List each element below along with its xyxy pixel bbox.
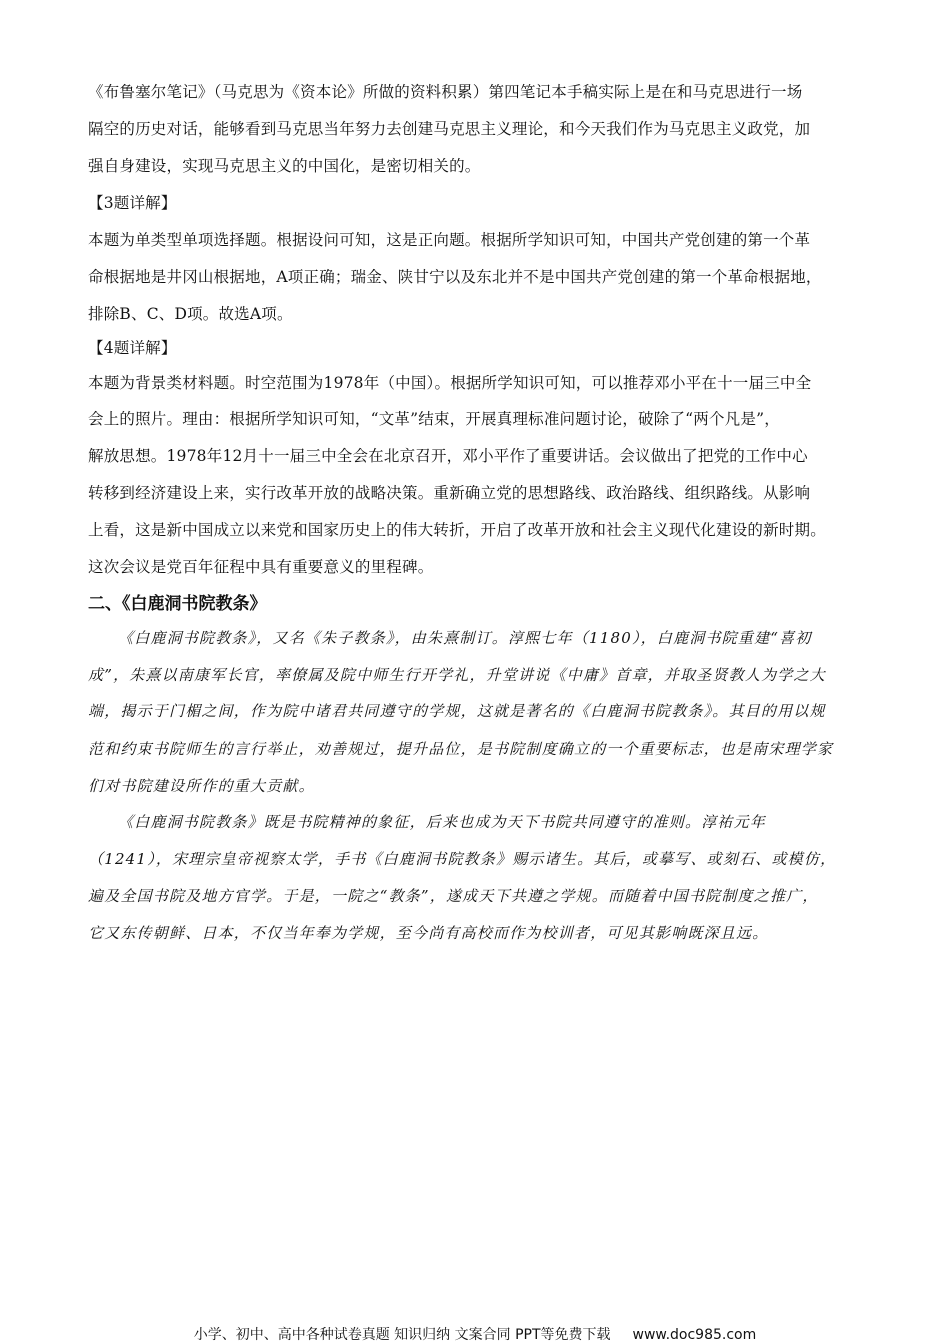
passage-line: 遍及全国书院及地方官学。于是，一院之“教条”，遂成天下共遵之学规。而随着中国书院制度之推广，	[88, 887, 819, 905]
passage-line: 《白鹿洞书院教条》既是书院精神的象征，后来也成为天下书院共同遵守的准则。淳祐元年	[118, 813, 767, 831]
passage-line: 们对书院建设所作的重大贡献。	[88, 777, 315, 795]
question-3-heading: 【3题详解】	[88, 194, 177, 212]
passage-line: 《白鹿洞书院教条》，又名《朱子教条》，由朱熹制订。淳熙七年（1180），白鹿洞书院重建“喜初	[118, 629, 812, 647]
passage-line: 范和约束书院师生的言行举止，劝善规过，提升品位，是书院制度确立的一个重要标志，也是南宋理学家	[88, 740, 834, 758]
passage-line: 它又东传朝鲜、日本，不仅当年奉为学规，至今尚有高校而作为校训者，可见其影响既深且远。	[88, 924, 769, 942]
footer-text: 小学、初中、高中各种试卷真题 知识归纳 文案合同 PPT等免费下载	[193, 1327, 611, 1343]
paragraph-line: 命根据地是井冈山根据地，A项正确；瑞金、陕甘宁以及东北并不是中国共产党创建的第一个革命根据地，	[88, 268, 822, 286]
passage-line: 成”，朱熹以南康军长官，率僚属及院中师生行开学礼，升堂讲说《中庸》首章，并取圣贤教人为学之大	[88, 666, 826, 684]
footer-url-link[interactable]: www.doc985.com	[632, 1327, 757, 1343]
paragraph-line: 本题为背景类材料题。时空范围为1978年（中国）。根据所学知识可知，可以推荐邓小平在十一届三中全	[88, 374, 812, 392]
page-footer	[0, 1324, 950, 1344]
paragraph-line: 解放思想。1978年12月十一届三中全会在北京召开，邓小平作了重要讲话。会议做出了把党的工作中心	[88, 447, 808, 465]
paragraph-line: 上看，这是新中国成立以来党和国家历史上的伟大转折，开启了改革开放和社会主义现代化建设的新时期。	[88, 521, 826, 539]
paragraph-line: 会上的照片。理由：根据所学知识可知，“文革”结束，开展真理标准问题讨论，破除了“两个凡是”，	[88, 410, 780, 428]
question-4-heading: 【4题详解】	[88, 339, 177, 357]
section-title: 二、《白鹿洞书院教条》	[88, 594, 267, 614]
paragraph-line: 隔空的历史对话，能够看到马克思当年努力去创建马克思主义理论，和今天我们作为马克思主义政党，加	[88, 120, 811, 138]
paragraph-line: 这次会议是党百年征程中具有重要意义的里程碑。	[88, 558, 434, 576]
paragraph-line: 排除B、C、D项。故选A项。	[88, 305, 293, 323]
paragraph-line: 《布鲁塞尔笔记》（马克思为《资本论》所做的资料积累）第四笔记本手稿实际上是在和马克思进行一场	[88, 83, 803, 101]
passage-line: （1241），宋理宗皇帝视察太学，手书《白鹿洞书院教条》赐示诸生。其后，或摹写、或刻石、或模仿，	[88, 850, 837, 868]
paragraph-line: 转移到经济建设上来，实行改革开放的战略决策。重新确立党的思想路线、政治路线、组织路线。从影响	[88, 484, 811, 502]
paragraph-line: 强自身建设，实现马克思主义的中国化，是密切相关的。	[88, 157, 481, 175]
passage-line: 端，揭示于门楣之间，作为院中诸君共同遵守的学规，这就是著名的《白鹿洞书院教条》。其目的用以规	[88, 702, 826, 720]
paragraph-line: 本题为单类型单项选择题。根据设问可知，这是正向题。根据所学知识可知，中国共产党创建的第一个革	[88, 231, 811, 249]
